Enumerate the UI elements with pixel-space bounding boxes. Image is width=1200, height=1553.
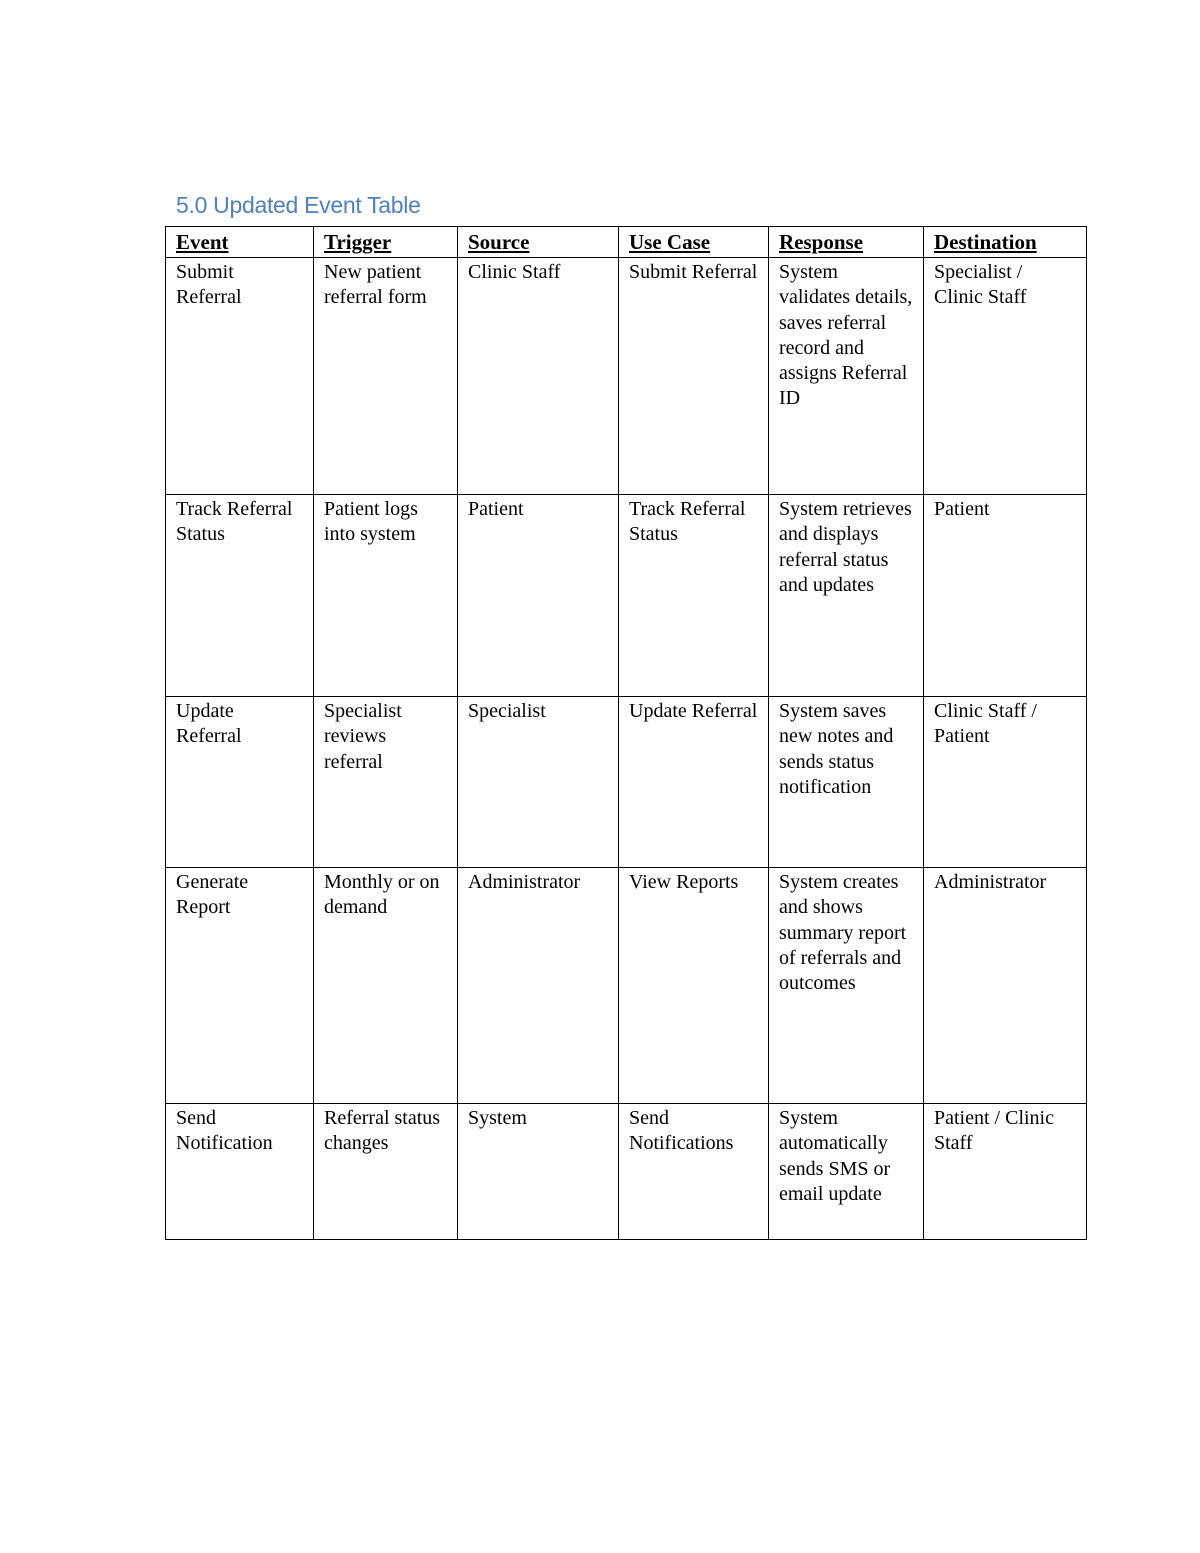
cell-event: Send Notification [166,1104,314,1240]
cell-source: Patient [458,495,619,697]
table-row [166,1104,1087,1240]
cell-event: Generate Report [166,868,314,1104]
header-response: Response [769,227,924,258]
cell-event: Track Referral Status [166,495,314,697]
cell-use-case: View Reports [619,868,769,1104]
cell-event: Submit Referral [166,258,314,495]
cell-destination: Specialist / Clinic Staff [924,258,1087,495]
cell-use-case: Send Notifications [619,1104,769,1240]
cell-use-case: Update Referral [619,697,769,868]
cell-event: Update Referral [166,697,314,868]
header-source: Source [458,227,619,258]
header-event: Event [166,227,314,258]
cell-trigger: Referral status changes [314,1104,458,1240]
cell-source: Specialist [458,697,619,868]
cell-trigger: Patient logs into system [314,495,458,697]
header-destination: Destination [924,227,1087,258]
table-row [166,495,1087,697]
section-heading: 5.0 Updated Event Table [176,192,421,218]
cell-use-case: Submit Referral [619,258,769,495]
cell-trigger: New patient referral form [314,258,458,495]
event-table [165,226,1087,1240]
cell-use-case: Track Referral Status [619,495,769,697]
cell-response: System saves new notes and sends status notification [769,697,924,868]
cell-trigger: Specialist reviews referral [314,697,458,868]
header-use-case: Use Case [619,227,769,258]
cell-destination: Administrator [924,868,1087,1104]
table-row [166,868,1087,1104]
cell-source: Administrator [458,868,619,1104]
header-trigger: Trigger [314,227,458,258]
cell-response: System validates details, saves referral record and assigns Referral ID [769,258,924,495]
cell-response: System automatically sends SMS or email update [769,1104,924,1240]
cell-response: System retrieves and displays referral status and updates [769,495,924,697]
cell-source: Clinic Staff [458,258,619,495]
cell-destination: Clinic Staff / Patient [924,697,1087,868]
header-row [166,227,1087,258]
cell-destination: Patient / Clinic Staff [924,1104,1087,1240]
cell-response: System creates and shows summary report of referrals and outcomes [769,868,924,1104]
table-row [166,258,1087,495]
cell-destination: Patient [924,495,1087,697]
table-row [166,697,1087,868]
cell-source: System [458,1104,619,1240]
cell-trigger: Monthly or on demand [314,868,458,1104]
